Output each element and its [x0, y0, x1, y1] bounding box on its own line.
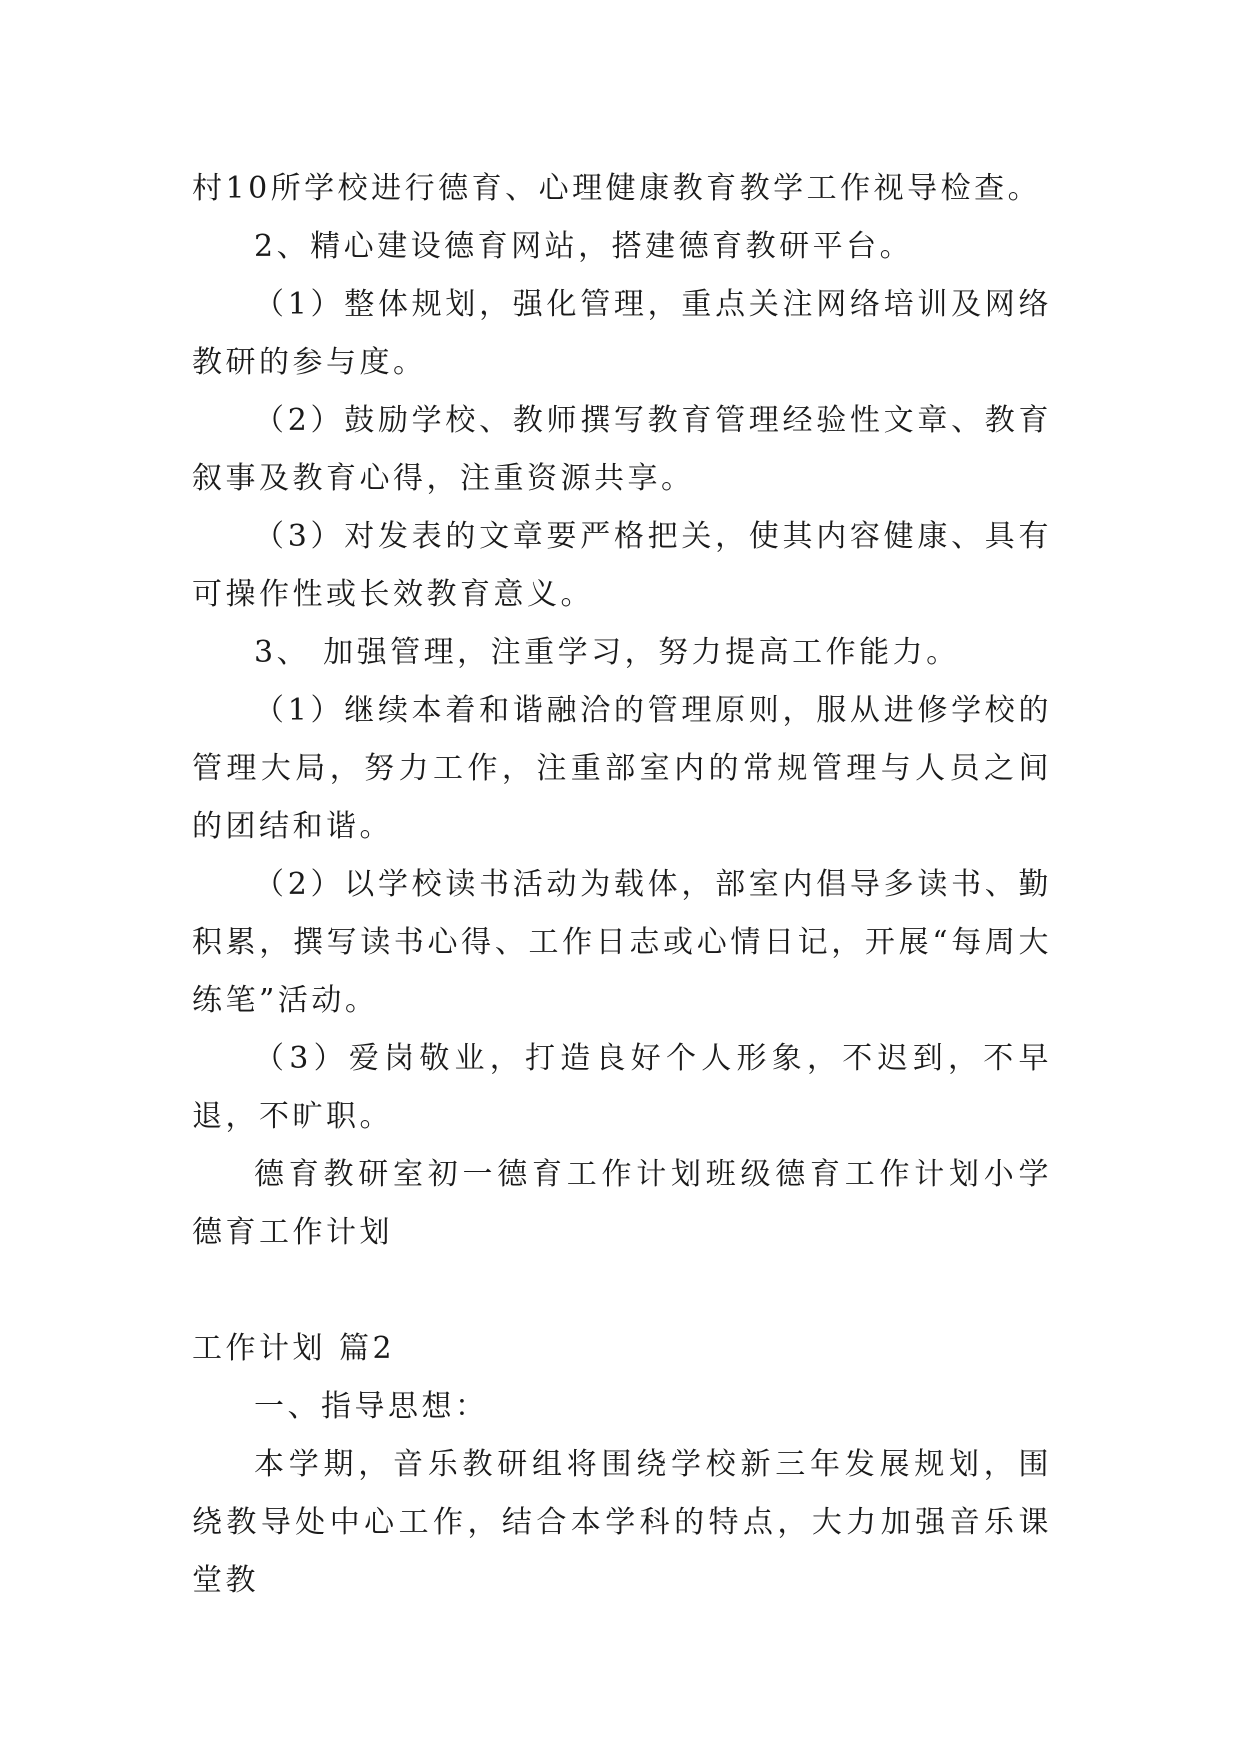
paragraph: （1）继续本着和谐融洽的管理原则，服从进修学校的管理大局，努力工作，注重部室内的常规管理与人员之间的团结和谐。 — [192, 693, 1052, 844]
paragraph: （3）爱岗敬业，打造良好个人形象，不迟到，不早退，不旷职。 — [192, 1041, 1052, 1134]
paragraph: 德育教研室初一德育工作计划班级德育工作计划小学德育工作计划 — [192, 1157, 1052, 1250]
paragraph: 3、 加强管理，注重学习，努力提高工作能力。 — [254, 635, 960, 670]
paragraph: 本学期，音乐教研组将围绕学校新三年发展规划，围绕教导处中心工作，结合本学科的特点，大力加强音乐课堂教 — [192, 1447, 1052, 1598]
section-title: 工作计划 篇2 — [192, 1331, 396, 1366]
paragraph: 2、精心建设德育网站，搭建德育教研平台。 — [254, 229, 914, 264]
paragraph: 一、指导思想： — [254, 1389, 489, 1424]
paragraph: （1）整体规划，强化管理，重点关注网络培训及网络教研的参与度。 — [192, 287, 1052, 380]
paragraph: （3）对发表的文章要严格把关，使其内容健康、具有可操作性或长效教育意义。 — [192, 519, 1052, 612]
paragraph: （2）以学校读书活动为载体，部室内倡导多读书、勤积累，撰写读书心得、工作日志或心情日记，开展“每周大练笔”活动。 — [192, 867, 1052, 1018]
paragraph: （2）鼓励学校、教师撰写教育管理经验性文章、教育叙事及教育心得，注重资源共享。 — [192, 403, 1052, 496]
blank-line — [192, 1262, 1052, 1320]
paragraph: 村10所学校进行德育、心理健康教育教学工作视导检查。 — [192, 171, 1042, 206]
document-body — [192, 160, 1052, 1610]
